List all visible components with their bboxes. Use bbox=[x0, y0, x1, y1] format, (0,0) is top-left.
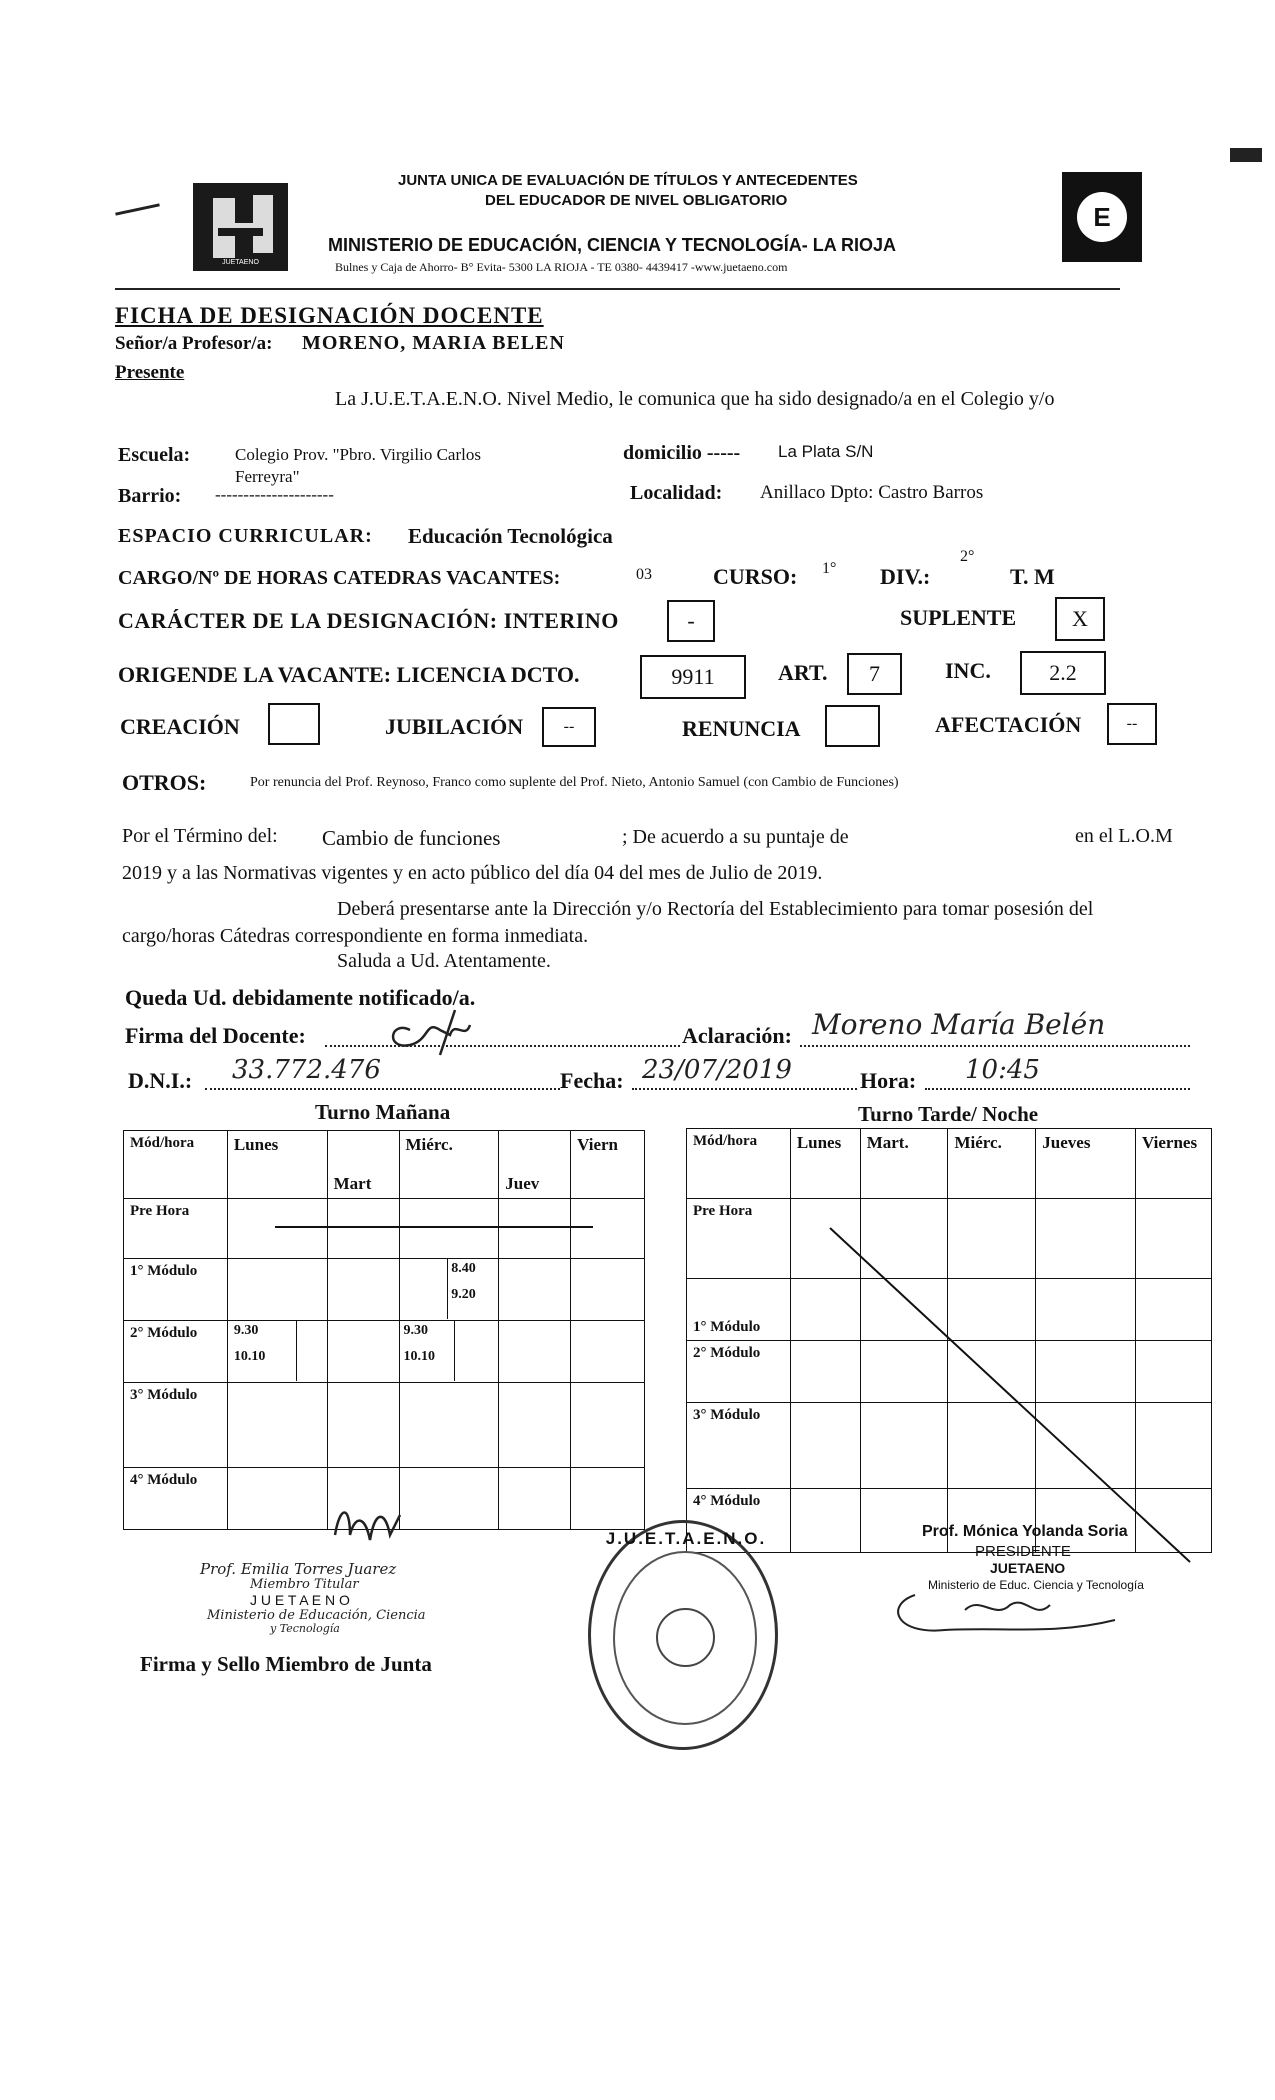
saluda-text: Saluda a Ud. Atentamente. bbox=[337, 950, 551, 972]
creacion-label: CREACIÓN bbox=[120, 714, 240, 739]
afternoon-row-mod2: 2° Módulo bbox=[687, 1341, 791, 1403]
member-ministry: Ministerio de Educación, Ciencia bbox=[207, 1608, 426, 1623]
mod1-mie-from: 8.40 bbox=[451, 1261, 476, 1276]
official-stamp bbox=[588, 1520, 778, 1750]
escuela-value-1: Colegio Prov. "Pbro. Virgilio Carlos bbox=[235, 445, 481, 464]
morning-cell bbox=[499, 1468, 571, 1530]
fecha-value: 23/07/2019 bbox=[642, 1055, 792, 1085]
aclaracion-label: Aclaración: bbox=[682, 1023, 792, 1048]
member-signature bbox=[325, 1495, 415, 1560]
otros-label: OTROS: bbox=[122, 770, 207, 795]
cargo-label: CARGO/Nº DE HORAS CATEDRAS VACANTES: bbox=[118, 567, 561, 589]
morning-cell bbox=[227, 1199, 327, 1259]
hora-label: Hora: bbox=[860, 1068, 917, 1093]
prehora-strike bbox=[275, 1226, 593, 1228]
art-box[interactable]: 7 bbox=[847, 653, 902, 695]
corner-mark bbox=[1230, 148, 1262, 162]
debera-line-2: cargo/horas Cátedras correspondiente en forma inmediata. bbox=[122, 925, 589, 947]
turno-value: T. M bbox=[1010, 564, 1055, 589]
morning-row-mod4: 4° Módulo bbox=[124, 1468, 228, 1530]
interino-box[interactable]: - bbox=[667, 600, 715, 642]
barrio-label: Barrio: bbox=[118, 485, 182, 507]
dni-label: D.N.I.: bbox=[128, 1068, 193, 1093]
morning-cell-mod2-mie bbox=[399, 1321, 499, 1383]
morning-cell bbox=[227, 1259, 327, 1321]
suplente-box[interactable]: X bbox=[1055, 597, 1105, 641]
member-org: J U E T A E N O bbox=[250, 1592, 350, 1608]
ministry-address: Bulnes y Caja de Ahorro- B° Evita- 5300 LA RIOJA - TE 0380- 4439417 -www.juetaeno.com bbox=[335, 260, 788, 274]
dcto-box[interactable]: 9911 bbox=[640, 655, 746, 699]
morning-cell bbox=[571, 1383, 645, 1468]
president-role: PRESIDENTE bbox=[975, 1543, 1071, 1560]
escuela-label: Escuela: bbox=[118, 444, 191, 466]
afternoon-header-lunes: Lunes bbox=[790, 1129, 860, 1199]
lom-text: en el L.O.M bbox=[1075, 825, 1173, 847]
junta-line-1: JUNTA UNICA DE EVALUACIÓN DE TÍTULOS Y ANTECEDENTES bbox=[398, 172, 858, 189]
header-rule bbox=[115, 288, 1120, 290]
morning-cell-mod2-lun bbox=[227, 1321, 327, 1383]
puntaje-text: ; De acuerdo a su puntaje de bbox=[622, 826, 849, 848]
notificado-text: Queda Ud. debidamente notificado/a. bbox=[125, 985, 476, 1010]
espacio-label: ESPACIO CURRICULAR: bbox=[118, 525, 373, 547]
presente-label: Presente bbox=[115, 362, 185, 383]
mod1-mie-to: 9.20 bbox=[451, 1287, 476, 1302]
morning-cell bbox=[499, 1259, 571, 1321]
jubilacion-label: JUBILACIÓN bbox=[385, 714, 524, 739]
morning-header-viern: Viern bbox=[571, 1131, 645, 1199]
morning-cell bbox=[499, 1383, 571, 1468]
otros-value: Por renuncia del Prof. Reynoso, Franco como suplente del Prof. Nieto, Antonio Samuel (con Cambio de Funciones) bbox=[250, 775, 899, 790]
jubilacion-box[interactable]: -- bbox=[542, 707, 596, 747]
morning-cell bbox=[227, 1468, 327, 1530]
mod2-mie-to: 10.10 bbox=[403, 1349, 435, 1364]
cargo-value: 03 bbox=[636, 566, 652, 583]
firma-dots bbox=[325, 1045, 680, 1047]
div-label: DIV.: bbox=[880, 564, 931, 589]
afternoon-header-jueves: Jueves bbox=[1036, 1129, 1136, 1199]
member-role: Miembro Titular bbox=[250, 1577, 359, 1592]
mod2-lun-from: 9.30 bbox=[233, 1323, 259, 1338]
teacher-signature bbox=[380, 1000, 500, 1075]
aclaracion-value: Moreno María Belén bbox=[812, 1008, 1106, 1041]
curso-value: 1° bbox=[822, 560, 837, 577]
afternoon-cancel-line bbox=[820, 1210, 1200, 1575]
dni-value: 33.772.476 bbox=[232, 1055, 381, 1085]
president-ministry: Ministerio de Educ. Ciencia y Tecnología bbox=[928, 1578, 1144, 1592]
morning-cell bbox=[327, 1259, 399, 1321]
morning-header-mierc: Miérc. bbox=[399, 1131, 499, 1199]
afectacion-box[interactable]: -- bbox=[1107, 703, 1157, 745]
morning-cell-mod1-mie bbox=[399, 1259, 499, 1321]
junta-line-2: DEL EDUCADOR DE NIVEL OBLIGATORIO bbox=[485, 192, 788, 209]
caracter-label: CARÁCTER DE LA DESIGNACIÓN: INTERINO bbox=[118, 608, 619, 633]
ministry-name: MINISTERIO DE EDUCACIÓN, CIENCIA Y TECNOLOGÍA- LA RIOJA bbox=[328, 235, 897, 255]
mod2-lun-to: 10.10 bbox=[233, 1349, 266, 1364]
hora-value: 10:45 bbox=[965, 1055, 1040, 1085]
afternoon-header-mart: Mart. bbox=[860, 1129, 948, 1199]
morning-cell bbox=[227, 1383, 327, 1468]
inc-box[interactable]: 2.2 bbox=[1020, 651, 1106, 695]
morning-title: Turno Mañana bbox=[315, 1100, 451, 1124]
afternoon-header-mod: Mód/hora bbox=[687, 1129, 791, 1199]
afternoon-title: Turno Tarde/ Noche bbox=[858, 1102, 1039, 1126]
member-name: Prof. Emilia Torres Juarez bbox=[200, 1560, 397, 1578]
morning-row-mod3: 3° Módulo bbox=[124, 1383, 228, 1468]
escuela-value-2: Ferreyra" bbox=[235, 467, 300, 486]
morning-header-mart: Mart bbox=[327, 1131, 399, 1199]
member-ministry-2: y Tecnología bbox=[270, 1622, 340, 1635]
badge-letter: E bbox=[1093, 201, 1111, 232]
morning-cell bbox=[327, 1383, 399, 1468]
fecha-label: Fecha: bbox=[560, 1068, 624, 1093]
president-name: Prof. Mónica Yolanda Soria bbox=[922, 1523, 1128, 1540]
badge-e bbox=[1062, 172, 1142, 262]
stamp-text: J.U.E.T.A.E.N.O. bbox=[605, 1529, 767, 1548]
morning-cell bbox=[571, 1259, 645, 1321]
morning-cell bbox=[399, 1383, 499, 1468]
senor-label: Señor/a Profesor/a: bbox=[115, 333, 273, 354]
dni-dots bbox=[205, 1088, 560, 1090]
morning-schedule-table bbox=[123, 1130, 645, 1530]
firma-sello-label: Firma y Sello Miembro de Junta bbox=[140, 1652, 432, 1676]
morning-cell bbox=[499, 1199, 571, 1259]
origen-label: ORIGENDE LA VACANTE: LICENCIA DCTO. bbox=[118, 662, 580, 687]
morning-cell bbox=[399, 1199, 499, 1259]
mod2-mie-from: 9.30 bbox=[403, 1323, 428, 1338]
president-signature bbox=[885, 1565, 1145, 1650]
renuncia-label: RENUNCIA bbox=[682, 716, 801, 741]
afternoon-row-mod4: 4° Módulo bbox=[687, 1489, 791, 1553]
afternoon-row-mod1: 1° Módulo bbox=[687, 1279, 791, 1341]
termino-value: Cambio de funciones bbox=[322, 826, 501, 850]
morning-row-mod2: 2° Módulo bbox=[124, 1321, 228, 1383]
morning-cell bbox=[327, 1321, 399, 1383]
morning-header-juev: Juev bbox=[499, 1131, 571, 1199]
domicilio-label: domicilio ----- bbox=[623, 442, 741, 464]
curso-label: CURSO: bbox=[713, 564, 798, 589]
barrio-value: --------------------- bbox=[215, 485, 334, 504]
domicilio-value: La Plata S/N bbox=[778, 442, 874, 461]
morning-row-prehora: Pre Hora bbox=[124, 1199, 228, 1259]
div-value: 2° bbox=[960, 548, 975, 565]
morning-row-mod1: 1° Módulo bbox=[124, 1259, 228, 1321]
fecha-dots bbox=[632, 1088, 857, 1090]
juetaeno-logo bbox=[193, 183, 288, 271]
afternoon-header-mierc: Miérc. bbox=[948, 1129, 1036, 1199]
morning-header-lunes: Lunes bbox=[227, 1131, 327, 1199]
intro-text: La J.U.E.T.A.E.N.O. Nivel Medio, le comunica que ha sido designado/a en el Colegio y/o bbox=[335, 388, 1055, 410]
acto-text: 2019 y a las Normativas vigentes y en acto público del día 04 del mes de Julio de 2019. bbox=[122, 862, 823, 884]
debera-line-1: Deberá presentarse ante la Dirección y/o Rectoría del Establecimiento para tomar posesión del bbox=[337, 898, 1094, 920]
morning-cell bbox=[571, 1468, 645, 1530]
termino-label: Por el Término del: bbox=[122, 825, 278, 847]
suplente-label: SUPLENTE bbox=[900, 605, 1017, 630]
teacher-name: MORENO, MARIA BELEN bbox=[302, 332, 565, 354]
morning-cell bbox=[499, 1321, 571, 1383]
espacio-value: Educación Tecnológica bbox=[408, 524, 613, 548]
form-title: FICHA DE DESIGNACIÓN DOCENTE bbox=[115, 303, 544, 328]
afternoon-header-viernes: Viernes bbox=[1136, 1129, 1212, 1199]
inc-label: INC. bbox=[945, 658, 991, 683]
renuncia-box[interactable] bbox=[825, 705, 880, 747]
morning-cell bbox=[571, 1321, 645, 1383]
morning-cell bbox=[571, 1199, 645, 1259]
pen-stroke bbox=[115, 203, 160, 215]
art-label: ART. bbox=[778, 660, 828, 685]
firma-label: Firma del Docente: bbox=[125, 1023, 306, 1048]
morning-header-mod: Mód/hora bbox=[124, 1131, 228, 1199]
localidad-label: Localidad: bbox=[630, 482, 723, 504]
hora-dots bbox=[925, 1088, 1190, 1090]
president-org: JUETAENO bbox=[990, 1560, 1066, 1576]
afectacion-label: AFECTACIÓN bbox=[935, 712, 1082, 737]
creacion-box[interactable] bbox=[268, 703, 320, 745]
localidad-value: Anillaco Dpto: Castro Barros bbox=[760, 482, 984, 503]
logo-caption: JUETAENO bbox=[222, 259, 259, 266]
aclaracion-dots bbox=[800, 1045, 1190, 1047]
morning-cell bbox=[327, 1199, 399, 1259]
afternoon-row-mod3: 3° Módulo bbox=[687, 1403, 791, 1489]
afternoon-row-prehora: Pre Hora bbox=[687, 1199, 791, 1279]
